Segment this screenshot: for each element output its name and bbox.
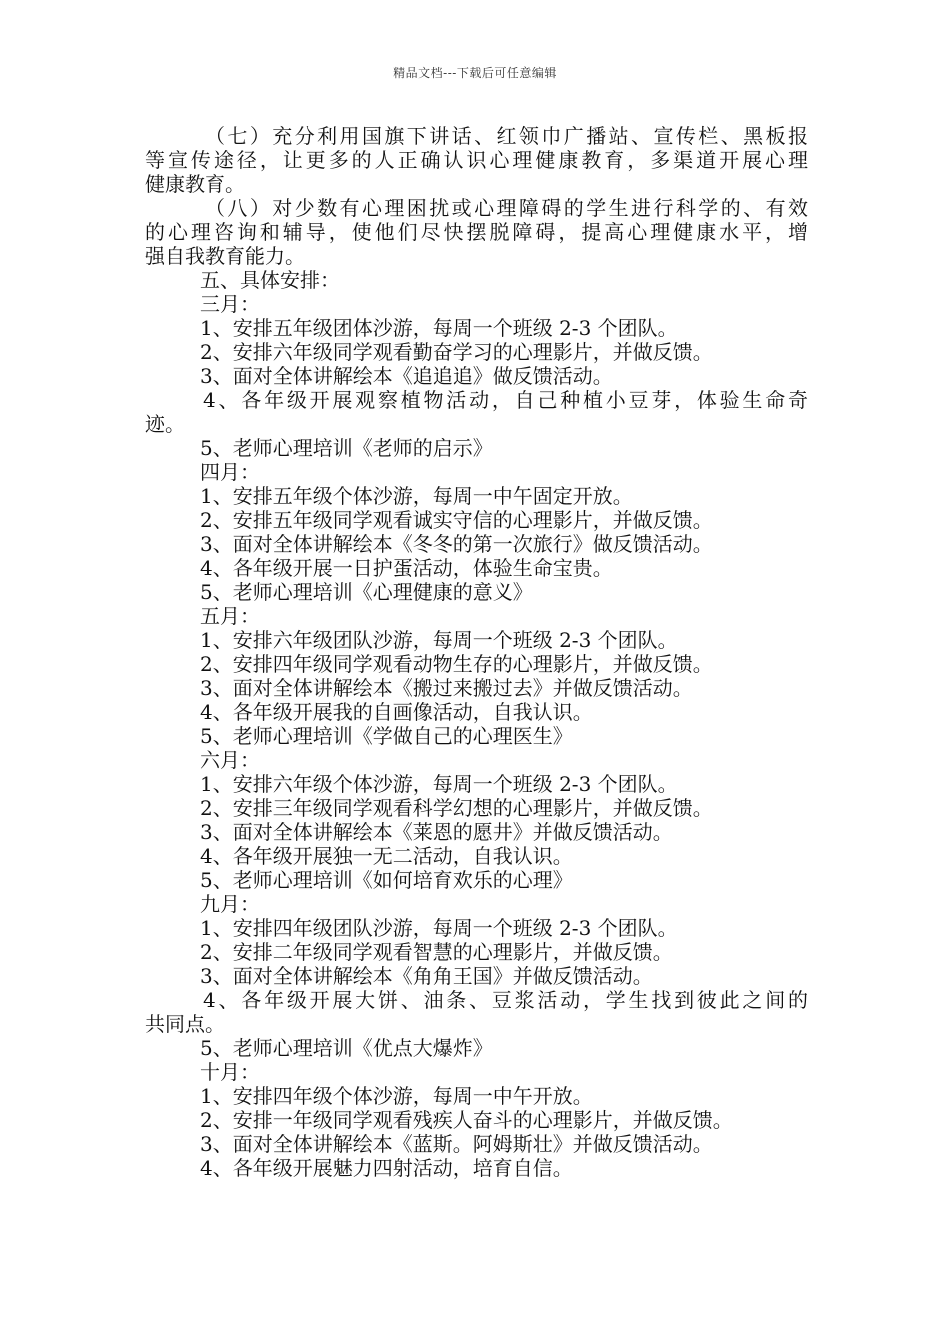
text-line: 5、老师心理培训《优点大爆炸》: [200, 1036, 493, 1060]
text-line: 5、老师心理培训《如何培育欢乐的心理》: [200, 868, 573, 892]
text-line: 五月：: [200, 604, 260, 628]
page-header: 精品文档---下载后可任意编辑: [393, 66, 557, 80]
text-line: 1、安排六年级个体沙游，每周一个班级 2-3 个团队。: [200, 772, 678, 796]
text-line: 1、安排四年级团队沙游，每周一个班级 2-3 个团队。: [200, 916, 678, 940]
text-line: 4、各年级开展我的自画像活动，自我认识。: [200, 700, 593, 724]
text-line: 等宣传途径，让更多的人正确认识心理健康教育，多渠道开展心理: [145, 148, 808, 172]
text-line: 5、老师心理培训《学做自己的心理医生》: [200, 724, 573, 748]
text-line: （七）充分利用国旗下讲话、红领巾广播站、宣传栏、黑板报: [205, 124, 808, 148]
text-line: 三月：: [200, 292, 260, 316]
text-line: 5、老师心理培训《心理健康的意义》: [200, 580, 533, 604]
text-line: 2、安排六年级同学观看勤奋学习的心理影片，并做反馈。: [200, 340, 713, 364]
text-line: 九月：: [200, 892, 260, 916]
text-line: 1、安排四年级个体沙游，每周一中午开放。: [200, 1084, 593, 1108]
text-line: 4、各年级开展一日护蛋活动，体验生命宝贵。: [200, 556, 613, 580]
text-line: 2、安排二年级同学观看智慧的心理影片，并做反馈。: [200, 940, 673, 964]
text-line: （八）对少数有心理困扰或心理障碍的学生进行科学的、有效: [205, 196, 808, 220]
document-body: [145, 124, 808, 1180]
text-line: 4、各年级开展观察植物活动，自己种植小豆芽，体验生命奇: [203, 388, 808, 412]
text-line: 六月：: [200, 748, 260, 772]
text-line: 3、面对全体讲解绘本《搬过来搬过去》并做反馈活动。: [200, 676, 693, 700]
text-line: 4、各年级开展魅力四射活动，培育自信。: [200, 1156, 573, 1180]
text-line: 共同点。: [145, 1012, 225, 1036]
text-line: 五、具体安排：: [200, 268, 340, 292]
text-line: 强自我教育能力。: [145, 244, 305, 268]
text-line: 4、各年级开展大饼、油条、豆浆活动，学生找到彼此之间的: [203, 988, 808, 1012]
text-line: 四月：: [200, 460, 260, 484]
text-line: 健康教育。: [145, 172, 245, 196]
text-line: 2、安排一年级同学观看残疾人奋斗的心理影片，并做反馈。: [200, 1108, 733, 1132]
text-line: 迹。: [145, 412, 185, 436]
text-line: 2、安排五年级同学观看诚实守信的心理影片，并做反馈。: [200, 508, 713, 532]
text-line: 2、安排四年级同学观看动物生存的心理影片，并做反馈。: [200, 652, 713, 676]
text-line: 1、安排五年级个体沙游，每周一中午固定开放。: [200, 484, 633, 508]
text-line: 1、安排六年级团队沙游，每周一个班级 2-3 个团队。: [200, 628, 678, 652]
text-line: 3、面对全体讲解绘本《冬冬的第一次旅行》做反馈活动。: [200, 532, 713, 556]
text-line: 3、面对全体讲解绘本《莱恩的愿井》并做反馈活动。: [200, 820, 673, 844]
text-line: 3、面对全体讲解绘本《追追追》做反馈活动。: [200, 364, 613, 388]
text-line: 1、安排五年级团体沙游，每周一个班级 2-3 个团队。: [200, 316, 678, 340]
text-line: 4、各年级开展独一无二活动，自我认识。: [200, 844, 573, 868]
text-line: 5、老师心理培训《老师的启示》: [200, 436, 493, 460]
text-line: 十月：: [200, 1060, 260, 1084]
text-line: 3、面对全体讲解绘本《蓝斯。阿姆斯壮》并做反馈活动。: [200, 1132, 713, 1156]
text-line: 2、安排三年级同学观看科学幻想的心理影片，并做反馈。: [200, 796, 713, 820]
text-line: 3、面对全体讲解绘本《角角王国》并做反馈活动。: [200, 964, 653, 988]
text-line: 的心理咨询和辅导，使他们尽快摆脱障碍，提高心理健康水平，增: [145, 220, 808, 244]
